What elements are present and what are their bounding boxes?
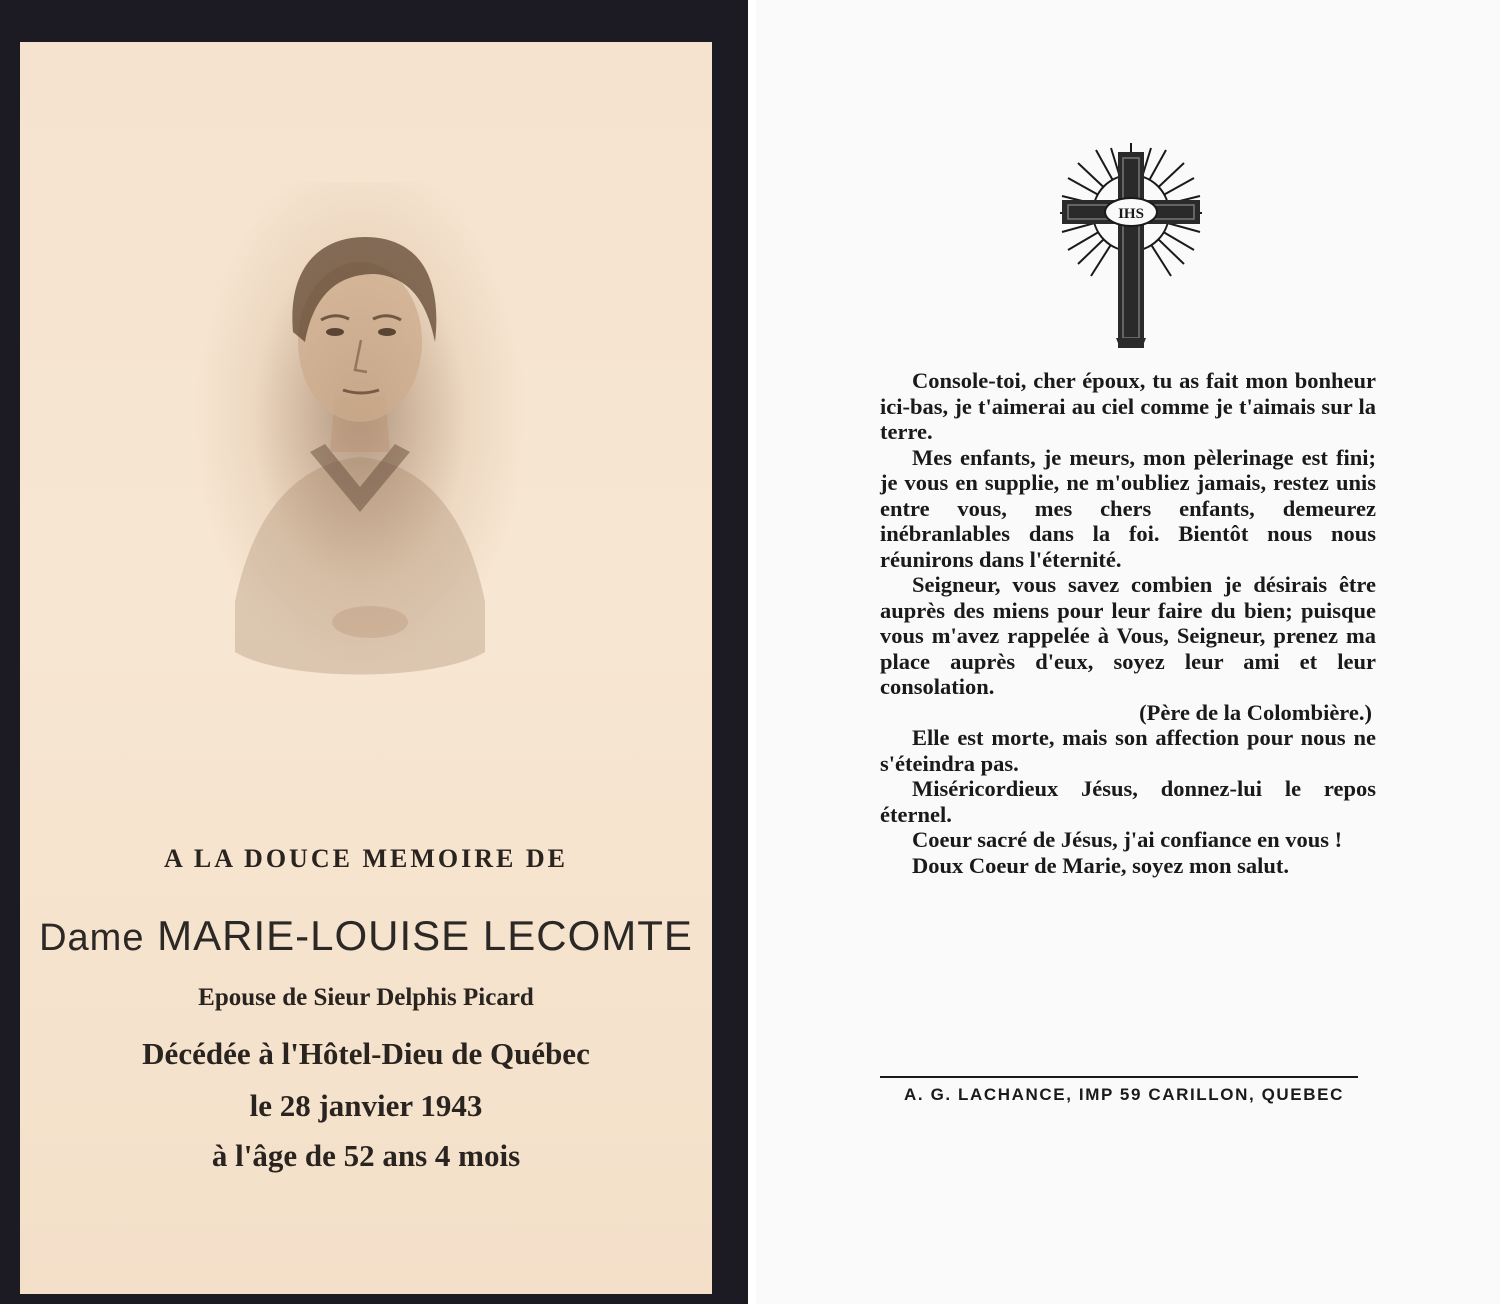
- death-place-line: Décédée à l'Hôtel-Dieu de Québec: [142, 1036, 590, 1071]
- prayer-attribution: (Père de la Colombière.): [1139, 699, 1372, 725]
- prayer-paragraph: Elle est morte, mais son affection pour nous ne s'éteindra pas.: [880, 725, 1376, 776]
- age-line: à l'âge de 52 ans 4 mois: [211, 1138, 521, 1173]
- card-front-paper: [20, 42, 712, 1294]
- prayer-paragraph: Seigneur, vous savez combien je désirais être auprès des miens pour leur faire du bien; puisque vous m'avez rappelée à Vous, Seigneur, prenez ma place auprès d'eux, soyez leur ami et leur consolation.: [880, 572, 1376, 699]
- card-front: [0, 0, 748, 1304]
- card-back: [756, 0, 1500, 1304]
- prayer-text: [880, 368, 1376, 878]
- prayer-paragraph: Doux Coeur de Marie, soyez mon salut.: [912, 852, 1290, 878]
- deceased-name: MARIE-LOUISE LECOMTE: [157, 912, 693, 959]
- prayer-paragraph: Miséricordieux Jésus, donnez-lui le repos éternel.: [880, 776, 1376, 827]
- death-date-line: le 28 janvier 1943: [249, 1088, 483, 1123]
- portrait-figure-icon: [195, 182, 525, 702]
- prayer-paragraph: Console-toi, cher époux, tu as fait mon bonheur ici-bas, je t'aimerai au ciel comme je t'aimais sur la terre.: [880, 368, 1376, 444]
- cross-icon: [1056, 138, 1206, 348]
- prayer-paragraph: Mes enfants, je meurs, mon pèlerinage est fini; je vous en supplie, ne m'oubliez jamais, restez unis entre vous, mes chers enfants, demeurez inébranlables dans la foi. Bientôt nous nous réunirons dans l'éternité.: [880, 444, 1376, 572]
- memorial-heading: A LA DOUCE MEMOIRE DE: [164, 844, 568, 873]
- cross-monogram: IHS: [1118, 206, 1144, 222]
- title-prefix: Dame: [39, 917, 145, 959]
- divider-rule: [880, 1076, 1358, 1078]
- portrait-photo: [195, 182, 525, 702]
- prayer-paragraph: Coeur sacré de Jésus, j'ai confiance en vous !: [912, 827, 1343, 852]
- printer-imprint: A. G. LACHANCE, IMP 59 CARILLON, QUEBEC: [904, 1085, 1344, 1104]
- spouse-line: Epouse de Sieur Delphis Picard: [198, 984, 534, 1011]
- deceased-name-line: [20, 912, 712, 960]
